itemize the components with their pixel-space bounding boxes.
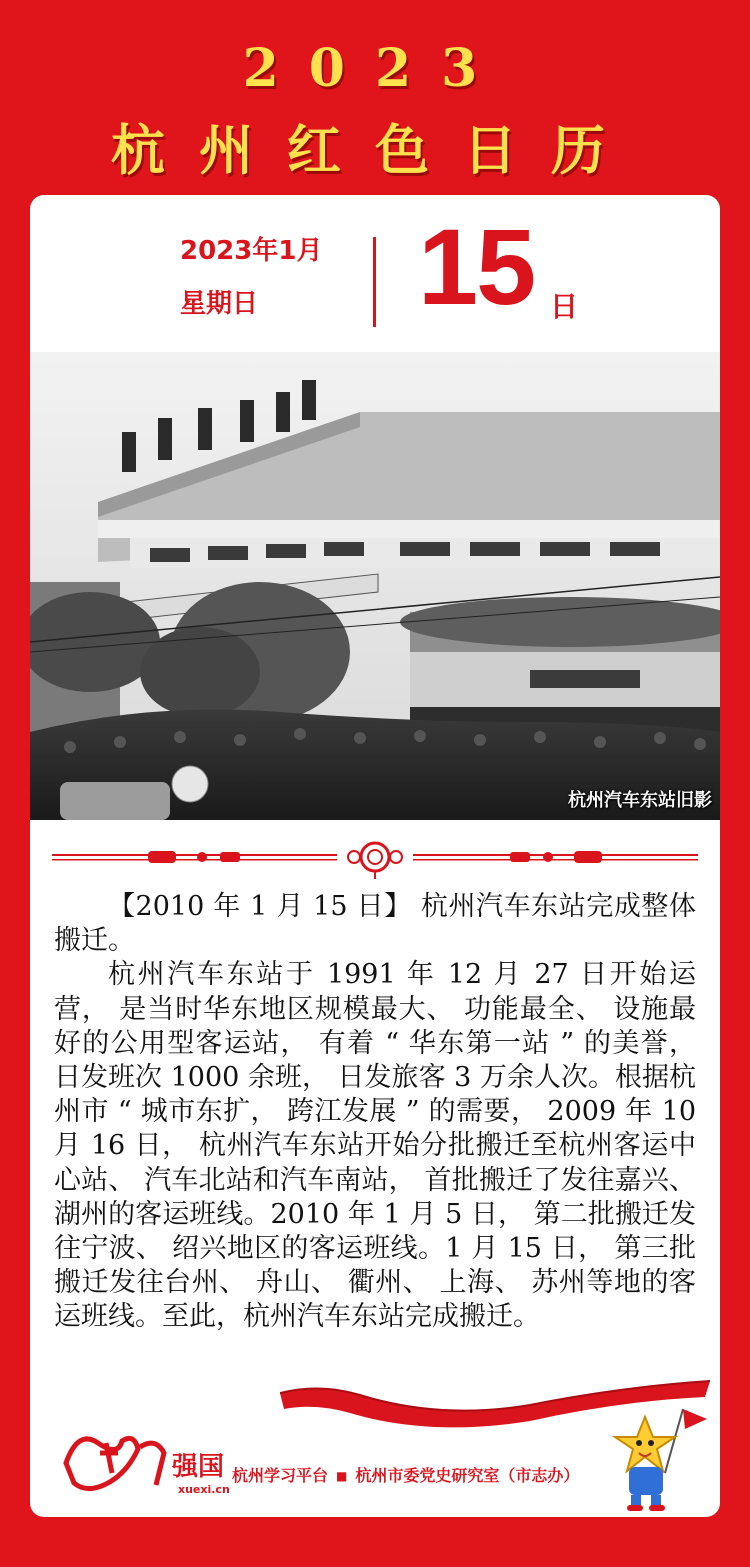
photo-caption: 杭州汽车东站旧影	[568, 790, 712, 811]
date-year-month: 2023年1月	[180, 236, 323, 266]
chinese-knot-divider	[52, 835, 698, 881]
footer-separator: ■	[336, 1469, 348, 1483]
footer-platform: 杭州学习平台	[232, 1466, 329, 1485]
footer-org: 杭州市委党史研究室（市志办）	[355, 1466, 580, 1485]
article-paragraph: 杭州汽车东站于 1991 年 12 月 27 日开始运营， 是当时华东地区规模最大、 功能最全、 设施最好的公用型客运站， 有着 “ 华东第一站 ” 的美誉， 日发班次 1000 余班， 日发旅客 3 万余人次。根据杭州市 “ 城市东扩， 跨江发展 ” 的需要， 2009 年 10 月 16 日， 杭州汽车东站开始分批搬迁至杭州客运中心站、 汽车北站和汽车南站， 首批搬迁了发往嘉兴、 湖州的客运班线。2010 年 1 月 5 日， 第二批搬迁发往宁波、 绍兴地区的客运班线。1 月 15 日， 第三批搬迁发往台州、 舟山、 衢州、 上海、 苏州等地的客运班线。至此，杭州汽车东站完成搬迁。	[54, 959, 696, 1333]
svg-text:强国: 强国	[172, 1452, 225, 1482]
xuexi-qiangguo-logo	[60, 1423, 250, 1503]
date-day-unit: 日	[550, 290, 579, 323]
svg-text:xuexi.cn: xuexi.cn	[178, 1483, 230, 1496]
footer	[30, 1375, 720, 1517]
date-divider	[373, 237, 376, 327]
historical-photo	[30, 352, 720, 820]
header-year: 2023	[242, 38, 508, 99]
article-body	[54, 890, 696, 1335]
header-title: 杭州红色日历	[111, 118, 639, 182]
calendar-card	[30, 195, 720, 1517]
date-weekday: 星期日	[180, 289, 259, 319]
article-lead: 【2010 年 1 月 15 日】 杭州汽车东站完成整体搬迁。	[54, 891, 696, 957]
date-day-number: 15	[418, 206, 535, 327]
mascot-illustration	[605, 1403, 711, 1513]
page-header	[0, 0, 750, 195]
station-photo-illustration	[30, 352, 720, 820]
footer-credits	[232, 1463, 579, 1486]
